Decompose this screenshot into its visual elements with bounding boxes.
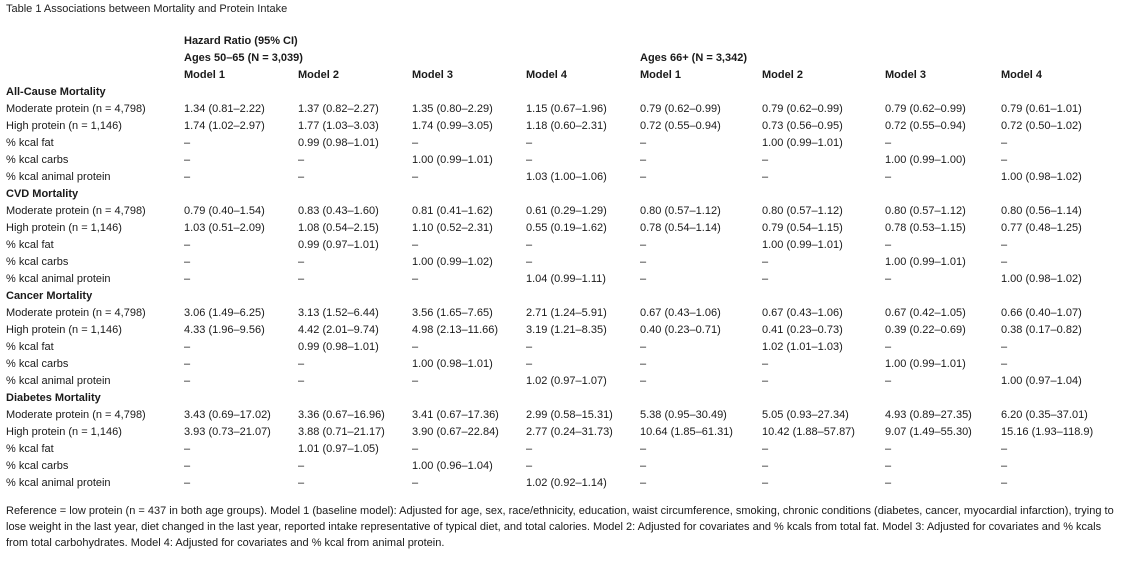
table-cell: 2.99 (0.58–15.31) (526, 409, 613, 421)
table-cell: – (885, 477, 892, 489)
table-cell: 1.10 (0.52–2.31) (412, 222, 493, 234)
table-cell: 6.20 (0.35–37.01) (1001, 409, 1088, 421)
table-cell: – (526, 460, 533, 472)
header-model: Model 3 (885, 69, 926, 81)
table-cell: – (1001, 460, 1008, 472)
section-header-row (6, 288, 1116, 305)
table-cell: – (184, 477, 191, 489)
table-row (6, 237, 1116, 254)
section-title: All-Cause Mortality (6, 86, 106, 98)
table-cell: 0.79 (0.62–0.99) (885, 103, 966, 115)
table-row (6, 475, 1116, 492)
table-cell: 0.99 (0.97–1.01) (298, 239, 379, 251)
table-cell: 1.00 (0.99–1.01) (412, 154, 493, 166)
table-row (6, 305, 1116, 322)
table-cell: – (640, 477, 647, 489)
table-cell: 1.00 (0.99–1.01) (885, 256, 966, 268)
row-label: % kcal animal protein (6, 477, 111, 489)
table-cell: 9.07 (1.49–55.30) (885, 426, 972, 438)
table-cell: – (640, 154, 647, 166)
row-label: % kcal fat (6, 137, 54, 149)
row-label: Moderate protein (n = 4,798) (6, 205, 146, 217)
table-cell: – (184, 154, 191, 166)
table-cell: – (526, 239, 533, 251)
table-cell: – (640, 273, 647, 285)
table-cell: 10.64 (1.85–61.31) (640, 426, 733, 438)
table-cell: 1.35 (0.80–2.29) (412, 103, 493, 115)
table-cell: 0.81 (0.41–1.62) (412, 205, 493, 217)
table-cell: – (762, 443, 769, 455)
table-cell: 3.06 (1.49–6.25) (184, 307, 265, 319)
header-blank (6, 67, 184, 84)
table-cell: – (762, 256, 769, 268)
table-cell: – (885, 375, 892, 387)
section-title: Cancer Mortality (6, 290, 93, 302)
row-label: % kcal carbs (6, 460, 69, 472)
table-cell: – (640, 460, 647, 472)
table-cell: 1.08 (0.54–2.15) (298, 222, 379, 234)
table-cell: – (412, 375, 419, 387)
section-header-row (6, 186, 1116, 203)
table-cell: 10.42 (1.88–57.87) (762, 426, 855, 438)
table-cell: – (640, 358, 647, 370)
table-row (6, 407, 1116, 424)
header-model: Model 4 (1001, 69, 1042, 81)
table-cell: – (184, 256, 191, 268)
table-cell: 3.93 (0.73–21.07) (184, 426, 271, 438)
table-row (6, 271, 1116, 288)
table-cell: 5.38 (0.95–30.49) (640, 409, 727, 421)
table-cell: – (885, 137, 892, 149)
table-row (6, 220, 1116, 237)
results-table (6, 33, 1116, 492)
row-label: High protein (n = 1,146) (6, 222, 122, 234)
table-cell: 0.72 (0.55–0.94) (885, 120, 966, 132)
row-label: High protein (n = 1,146) (6, 426, 122, 438)
header-group-ages-50-65: Ages 50–65 (N = 3,039) (184, 52, 303, 64)
table-cell: 1.00 (0.98–1.02) (1001, 273, 1082, 285)
table-cell: 3.41 (0.67–17.36) (412, 409, 499, 421)
table-row (6, 322, 1116, 339)
table-row (6, 254, 1116, 271)
table-cell: – (762, 171, 769, 183)
table-footnote: Reference = low protein (n = 437 in both age groups). Model 1 (baseline model): Adjusted for age, sex, race/ethnicity, education, waist circumference, smoking, chronic conditions (diabetes, cancer, myocardial infarction), trying to lose weight in the last year, diet changed in the last year, reported intake representative of typical diet, and total calories. Model 2: Adjusted for covariates and % kcals from total fat. Model 3: Adjusted for covariates and % kcals from total carbohydrates. Model 4: Adjusted for covariates and % kcal from animal protein. (6, 505, 1114, 549)
table-cell: 0.80 (0.57–1.12) (762, 205, 843, 217)
table-cell: – (762, 375, 769, 387)
table-cell: 2.77 (0.24–31.73) (526, 426, 613, 438)
header-blank (6, 50, 184, 67)
table-cell: 0.72 (0.55–0.94) (640, 120, 721, 132)
row-label: % kcal animal protein (6, 375, 111, 387)
row-label: % kcal fat (6, 443, 54, 455)
table-cell: 0.83 (0.43–1.60) (298, 205, 379, 217)
table-cell: 0.67 (0.43–1.06) (640, 307, 721, 319)
row-label: % kcal fat (6, 341, 54, 353)
row-label: % kcal animal protein (6, 171, 111, 183)
table-cell: – (412, 239, 419, 251)
table-cell: – (298, 256, 305, 268)
table-cell: – (1001, 443, 1008, 455)
table-cell: 1.00 (0.99–1.01) (885, 358, 966, 370)
table-cell: – (298, 154, 305, 166)
table-cell: – (298, 358, 305, 370)
table-row (6, 424, 1116, 441)
table-cell: 1.74 (0.99–3.05) (412, 120, 493, 132)
table-row (6, 373, 1116, 390)
table-cell: – (762, 358, 769, 370)
table-cell: – (640, 375, 647, 387)
table-cell: 0.67 (0.42–1.05) (885, 307, 966, 319)
table-cell: – (885, 341, 892, 353)
table-cell: 1.00 (0.99–1.00) (885, 154, 966, 166)
table-cell: 1.18 (0.60–2.31) (526, 120, 607, 132)
table-cell: 0.39 (0.22–0.69) (885, 324, 966, 336)
table-cell: – (526, 137, 533, 149)
table-cell: 3.13 (1.52–6.44) (298, 307, 379, 319)
table-cell: 1.34 (0.81–2.22) (184, 103, 265, 115)
table-cell: 4.42 (2.01–9.74) (298, 324, 379, 336)
table-caption: Table 1 Associations between Mortality and Protein Intake (6, 3, 288, 15)
table-cell: 4.33 (1.96–9.56) (184, 324, 265, 336)
table-cell: 1.02 (1.01–1.03) (762, 341, 843, 353)
table-cell: 1.37 (0.82–2.27) (298, 103, 379, 115)
table-cell: – (762, 460, 769, 472)
table-cell: 1.00 (0.98–1.01) (412, 358, 493, 370)
table-cell: – (1001, 137, 1008, 149)
table-cell: 15.16 (1.93–118.9) (1001, 426, 1094, 438)
table-cell: – (885, 239, 892, 251)
table-cell: 1.00 (0.99–1.01) (762, 137, 843, 149)
table-cell: – (1001, 358, 1008, 370)
table-cell: 0.61 (0.29–1.29) (526, 205, 607, 217)
header-model: Model 2 (762, 69, 803, 81)
table-cell: 0.72 (0.50–1.02) (1001, 120, 1082, 132)
table-cell: – (184, 137, 191, 149)
table-cell: – (1001, 341, 1008, 353)
table-cell: 0.55 (0.19–1.62) (526, 222, 607, 234)
section-title: CVD Mortality (6, 188, 79, 200)
table-cell: 3.43 (0.69–17.02) (184, 409, 271, 421)
section-header-row (6, 84, 1116, 101)
row-label: % kcal animal protein (6, 273, 111, 285)
header-blank (6, 33, 184, 50)
table-cell: 0.80 (0.57–1.12) (640, 205, 721, 217)
table-cell: 0.80 (0.56–1.14) (1001, 205, 1082, 217)
table-cell: 1.00 (0.97–1.04) (1001, 375, 1082, 387)
table-cell: 1.15 (0.67–1.96) (526, 103, 607, 115)
table-cell: – (526, 341, 533, 353)
table-cell: 0.73 (0.56–0.95) (762, 120, 843, 132)
table-cell: 0.99 (0.98–1.01) (298, 341, 379, 353)
table-cell: 3.90 (0.67–22.84) (412, 426, 499, 438)
section-header-row (6, 390, 1116, 407)
table-cell: 0.78 (0.54–1.14) (640, 222, 721, 234)
table-cell: 5.05 (0.93–27.34) (762, 409, 849, 421)
table-row (6, 458, 1116, 475)
table-cell: – (412, 137, 419, 149)
table-cell: 1.03 (0.51–2.09) (184, 222, 265, 234)
table-cell: – (184, 273, 191, 285)
table-row (6, 118, 1116, 135)
table-cell: – (762, 477, 769, 489)
section-title: Diabetes Mortality (6, 392, 101, 404)
table-cell: – (412, 443, 419, 455)
table-cell: 0.79 (0.62–0.99) (762, 103, 843, 115)
row-label: % kcal carbs (6, 154, 69, 166)
table-cell: – (412, 477, 419, 489)
table-cell: – (184, 239, 191, 251)
table-cell: – (184, 358, 191, 370)
table-cell: 0.79 (0.40–1.54) (184, 205, 265, 217)
table-cell: 0.40 (0.23–0.71) (640, 324, 721, 336)
table-cell: 1.01 (0.97–1.05) (298, 443, 379, 455)
row-label: Moderate protein (n = 4,798) (6, 103, 146, 115)
table-cell: – (184, 375, 191, 387)
table-cell: 3.36 (0.67–16.96) (298, 409, 385, 421)
row-label: % kcal carbs (6, 256, 69, 268)
header-model: Model 4 (526, 69, 567, 81)
table-cell: – (640, 443, 647, 455)
table-cell: 0.79 (0.61–1.01) (1001, 103, 1082, 115)
table-cell: 3.88 (0.71–21.17) (298, 426, 385, 438)
table-cell: – (526, 256, 533, 268)
table-cell: 0.99 (0.98–1.01) (298, 137, 379, 149)
table-cell: – (640, 256, 647, 268)
table-cell: – (184, 460, 191, 472)
table-cell: 0.80 (0.57–1.12) (885, 205, 966, 217)
table-cell: – (298, 460, 305, 472)
table-row (6, 441, 1116, 458)
table-cell: 1.00 (0.96–1.04) (412, 460, 493, 472)
table-cell: 1.00 (0.99–1.02) (412, 256, 493, 268)
table-cell: – (298, 477, 305, 489)
table-cell: – (412, 171, 419, 183)
table-cell: 4.98 (2.13–11.66) (412, 324, 499, 336)
table-cell: 0.67 (0.43–1.06) (762, 307, 843, 319)
table-cell: – (184, 341, 191, 353)
header-model: Model 3 (412, 69, 453, 81)
table-cell: 0.41 (0.23–0.73) (762, 324, 843, 336)
table-cell: 1.02 (0.97–1.07) (526, 375, 607, 387)
table-cell: – (640, 341, 647, 353)
row-label: Moderate protein (n = 4,798) (6, 409, 146, 421)
table-cell: – (1001, 477, 1008, 489)
header-model: Model 1 (184, 69, 225, 81)
table-cell: – (885, 443, 892, 455)
table-cell: – (762, 273, 769, 285)
row-label: High protein (n = 1,146) (6, 324, 122, 336)
table-cell: – (184, 171, 191, 183)
table-cell: 1.04 (0.99–1.11) (526, 273, 606, 285)
header-model: Model 2 (298, 69, 339, 81)
table-cell: 3.56 (1.65–7.65) (412, 307, 493, 319)
row-label: High protein (n = 1,146) (6, 120, 122, 132)
table-cell: – (298, 375, 305, 387)
table-cell: 1.00 (0.98–1.02) (1001, 171, 1082, 183)
table-cell: – (640, 171, 647, 183)
table-cell: – (640, 137, 647, 149)
table-row (6, 152, 1116, 169)
table-cell: 1.00 (0.99–1.01) (762, 239, 843, 251)
table-cell: 1.77 (1.03–3.03) (298, 120, 379, 132)
table-cell: 1.74 (1.02–2.97) (184, 120, 265, 132)
table-cell: – (885, 171, 892, 183)
table-cell: – (298, 171, 305, 183)
table-cell: – (412, 273, 419, 285)
header-measure: Hazard Ratio (95% CI) (184, 35, 298, 47)
table-cell: 0.66 (0.40–1.07) (1001, 307, 1082, 319)
table-row (6, 203, 1116, 220)
table-cell: – (762, 154, 769, 166)
table-cell: 0.79 (0.54–1.15) (762, 222, 843, 234)
table-cell: 0.77 (0.48–1.25) (1001, 222, 1082, 234)
table-cell: – (526, 154, 533, 166)
header-model: Model 1 (640, 69, 681, 81)
table-cell: 0.38 (0.17–0.82) (1001, 324, 1082, 336)
table-row (6, 101, 1116, 118)
table-cell: 3.19 (1.21–8.35) (526, 324, 607, 336)
table-cell: – (412, 341, 419, 353)
table-cell: 4.93 (0.89–27.35) (885, 409, 972, 421)
table-row (6, 135, 1116, 152)
table-row (6, 356, 1116, 373)
table-cell: – (1001, 256, 1008, 268)
table-cell: 0.78 (0.53–1.15) (885, 222, 966, 234)
table-cell: 2.71 (1.24–5.91) (526, 307, 607, 319)
table-cell: 1.02 (0.92–1.14) (526, 477, 607, 489)
table-row (6, 339, 1116, 356)
table-cell: 0.79 (0.62–0.99) (640, 103, 721, 115)
table-cell: – (885, 460, 892, 472)
table-cell: – (1001, 239, 1008, 251)
header-group-ages-66-plus: Ages 66+ (N = 3,342) (640, 52, 748, 64)
table-cell: – (526, 443, 533, 455)
table-cell: – (184, 443, 191, 455)
row-label: Moderate protein (n = 4,798) (6, 307, 146, 319)
table-cell: – (885, 273, 892, 285)
row-label: % kcal fat (6, 239, 54, 251)
table-cell: – (298, 273, 305, 285)
table-cell: – (640, 239, 647, 251)
table-cell: – (526, 358, 533, 370)
table-cell: – (1001, 154, 1008, 166)
table-row (6, 169, 1116, 186)
table-cell: 1.03 (1.00–1.06) (526, 171, 607, 183)
row-label: % kcal carbs (6, 358, 69, 370)
